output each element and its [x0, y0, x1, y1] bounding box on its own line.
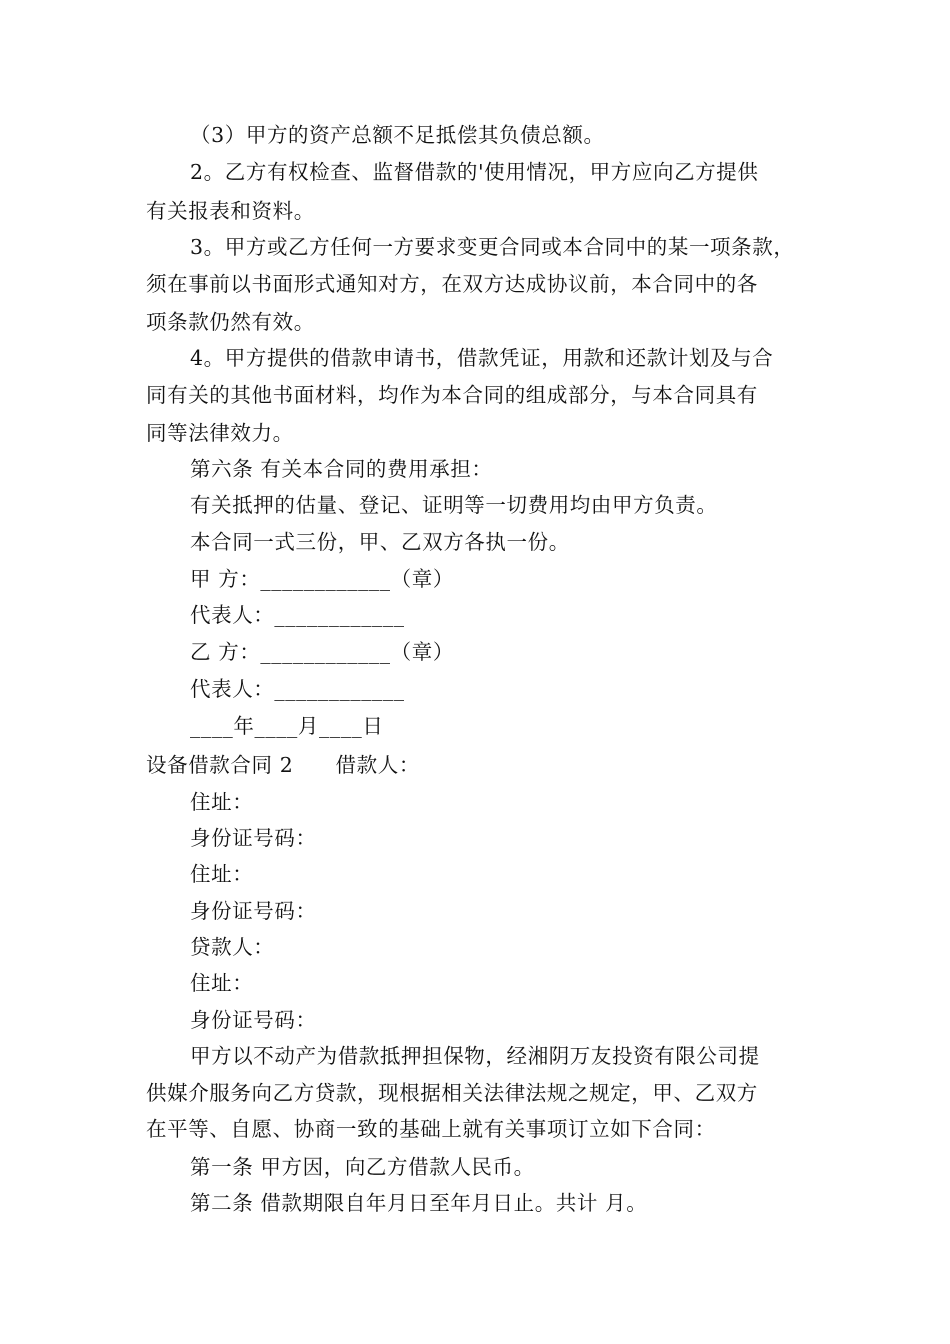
- signature-line-party-a: 甲 方：____________（章）: [190, 567, 454, 591]
- contract-title: 设备借款合同 2 借款人：: [146, 753, 420, 777]
- paragraph-line: 须在事前以书面形式通知对方，在双方达成协议前，本合同中的各: [146, 272, 758, 296]
- paragraph-line: 有关报表和资料。: [146, 199, 315, 223]
- field-line: 住址：: [190, 862, 254, 886]
- signature-line-party-b: 乙 方：____________（章）: [190, 640, 454, 664]
- paragraph-line: 有关抵押的估量、登记、证明等一切费用均由甲方负责。: [190, 493, 718, 517]
- field-line: 贷款人：: [190, 935, 275, 959]
- paragraph-line: 甲方以不动产为借款抵押担保物，经湘阴万友投资有限公司提: [190, 1044, 760, 1068]
- signature-line-representative: 代表人：____________: [190, 677, 405, 701]
- field-line: 身份证号码：: [190, 1008, 317, 1032]
- paragraph-line: 同有关的其他书面材料，均作为本合同的组成部分，与本合同具有: [146, 383, 758, 407]
- paragraph-line: 2。乙方有权检查、监督借款的'使用情况，甲方应向乙方提供: [190, 160, 759, 184]
- article-line: 第二条 借款期限自年月日至年月日止。共计 月。: [190, 1191, 648, 1215]
- paragraph-line: 同等法律效力。: [146, 421, 294, 445]
- field-line: 身份证号码：: [190, 899, 317, 923]
- paragraph-line: 在平等、自愿、协商一致的基础上就有关事项订立如下合同：: [146, 1117, 716, 1141]
- field-line: 住址：: [190, 790, 254, 814]
- paragraph-line: 项条款仍然有效。: [146, 310, 315, 334]
- field-line: 住址：: [190, 971, 254, 995]
- paragraph-line: 3。甲方或乙方任何一方要求变更合同或本合同中的某一项条款，: [190, 235, 795, 259]
- paragraph-line: 供媒介服务向乙方贷款，现根据相关法律法规之规定，甲、乙双方: [146, 1081, 758, 1105]
- article-line: 第一条 甲方因，向乙方借款人民币。: [190, 1155, 535, 1179]
- paragraph-line: 4。甲方提供的借款申请书，借款凭证，用款和还款计划及与合: [190, 346, 774, 370]
- signature-line-representative: 代表人：____________: [190, 603, 405, 627]
- article-heading: 第六条 有关本合同的费用承担：: [190, 457, 493, 481]
- paragraph-line: （3）甲方的资产总额不足抵偿其负债总额。: [190, 123, 605, 147]
- paragraph-line: 本合同一式三份，甲、乙双方各执一份。: [190, 530, 570, 554]
- date-line: ____年____月____日: [190, 714, 384, 738]
- field-line: 身份证号码：: [190, 826, 317, 850]
